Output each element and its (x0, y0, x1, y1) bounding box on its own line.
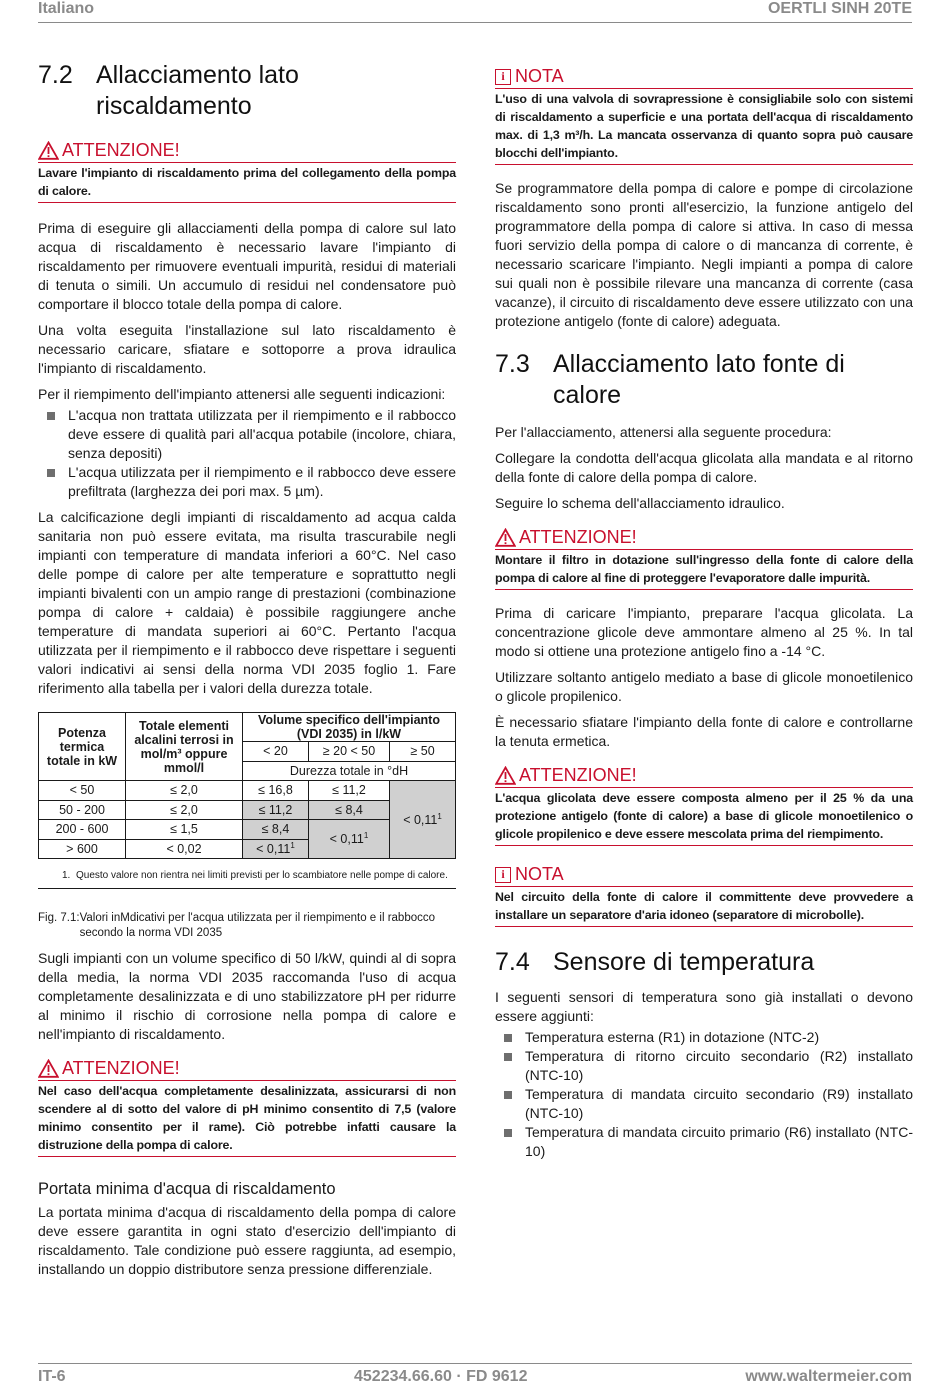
table-row (39, 781, 456, 801)
table-cell: 200 - 600 (39, 820, 126, 840)
table-cell: ≤ 11,2 (243, 800, 309, 820)
footnote-ref: 1 (290, 841, 295, 851)
note-notice (495, 66, 913, 165)
footer-page-number: IT-6 (38, 1368, 66, 1385)
table-cell: ≤ 16,8 (243, 781, 309, 801)
left-column (38, 60, 456, 1286)
paragraph: Prima di caricare l'impianto, preparare l'acqua glicolata. La concentrazione glicole deve ammontare almeno al 25 %. In tal modo si ottiene una protezione antigelo fino a -14 °C. (495, 605, 913, 659)
table-header-v1: < 20 (243, 742, 309, 762)
paragraph: Una volta eseguita l'installazione sul lato riscaldamento è necessario caricare, sfiatare e sottoporre a prova idraulica l'impianto di riscaldamento. (38, 322, 456, 376)
warning-triangle-icon (495, 528, 516, 547)
figure-caption (38, 911, 456, 941)
table-cell-merged-v2 (308, 820, 389, 859)
paragraph: Sugli impianti con un volume specifico di 50 l/kW, quindi al di sopra della media, la norma VDI 2035 raccomanda l'uso di acqua completamente desalinizzata e di uno stabilizzatore pH per ridurre al minimo il rischio di corrosione nella pompa di calore e nell'impianto di riscaldamento. (38, 950, 456, 1042)
section-title: Allacciamento lato riscaldamento (96, 61, 299, 120)
table-header-alkaline: Totale elementi alcalini terrosi in mol/m³ oppure mmol/l (126, 713, 243, 781)
section-title: Sensore di temperatura (553, 948, 815, 976)
section-number: 7.2 (38, 61, 73, 89)
table-header-volume: Volume specifico dell'impianto (VDI 2035) in l/kW (243, 713, 456, 742)
paragraph: Collegare la condotta dell'acqua glicolata alla mandata e al ritorno della fonte di calore della pompa di calore. (495, 450, 913, 485)
warning-text: Lavare l'impianto di riscaldamento prima del collegamento della pompa di calore. (38, 163, 456, 203)
table-cell: < 0,02 (126, 839, 243, 859)
info-icon: i (495, 69, 511, 85)
warning-text: L'acqua glicolata deve essere composta almeno per il 25 % da una protezione antigelo (fonte di calore) a base di glicole monoetilenico o glicole propilenico e deve essere mescolata prima del riempimento. (495, 788, 913, 846)
footnote-ref: 1 (363, 831, 369, 841)
page-header (38, 0, 912, 23)
table-cell: ≤ 1,5 (126, 820, 243, 840)
footer-website: www.waltermeier.com (745, 1368, 912, 1385)
footnote-number: 1. (62, 870, 71, 881)
note-notice (495, 864, 913, 927)
section-number: 7.3 (495, 350, 530, 378)
header-product: OERTLI SINH 20TE (767, 0, 912, 17)
note-title: NOTA (515, 864, 564, 884)
warning-title: ATTENZIONE! (519, 527, 637, 547)
warning-triangle-icon (495, 766, 516, 785)
warning-notice (495, 527, 913, 590)
list-item: Temperatura esterna (R1) in dotazione (NTC-2) (495, 1028, 913, 1047)
warning-triangle-icon (38, 141, 59, 160)
warning-title: ATTENZIONE! (62, 1058, 180, 1078)
warning-title: ATTENZIONE! (62, 140, 180, 160)
warning-notice (38, 1058, 456, 1157)
paragraph: La portata minima d'acqua di riscaldamento della pompa di calore deve essere garantita in ogni stato d'esercizio dell'impianto di riscaldamento. Tale condizione può essere raggiunta, ad esempio, installando un doppio distributore senza pressione differenziale. (38, 1204, 456, 1277)
warning-text: Nel caso dell'acqua completamente desalinizzata, assicurarsi di non scendere al di sotto del valore di pH minimo consentito di 7,5 (valore minimo consentito per il rame). Ciò potrebbe infatti causare la distruzione della pompa di calore. (38, 1081, 456, 1157)
table-cell: 50 - 200 (39, 800, 126, 820)
table-cell: > 600 (39, 839, 126, 859)
section-7-2-heading (38, 60, 456, 122)
warning-notice (495, 765, 913, 846)
table-cell: ≤ 8,4 (243, 820, 309, 840)
table-header-v3: ≥ 50 (390, 742, 456, 762)
paragraph: Prima di eseguire gli allacciamenti della pompa di calore sul lato acqua di riscaldamento è necessario lavare l'impianto di riscaldamento per rimuovere eventuali impurità, residui di materiali di tenuta o simili. Un accumulo di residui nel condensatore può comportare il blocco totale della pompa di calore. (38, 220, 456, 312)
note-text: Nel circuito della fonte di calore il committente deve provvedere a installare un separatore d'aria idoneo (separatore di microbolle). (495, 887, 913, 927)
cell-value: < 0,11 (329, 832, 364, 847)
subsection-title: Portata minima d'acqua di riscaldamento (38, 1180, 336, 1198)
table-cell-merged-v3 (390, 781, 456, 859)
paragraph: La calcificazione degli impianti di riscaldamento ad acqua calda sanitaria non può essere evitata, ma risulta trascurabile negli impianti con temperature di mandata inferiori a 60°C. Nel caso delle pompe di calore per alte temperature e soprattutto negli impianti bivalenti con un ampio range di prestazioni (combinazione pompa di calore + caldaia) è possibile raggiungere anche temperature di mandata superiori ai 60°C. Pertanto l'acqua utilizzata per il riempimento e il rabbocco deve rispettare i seguenti valori indicativi ai sensi della norma VDI 2035 foglio 1. Fare riferimento alla tabella per i valori della durezza totale. (38, 509, 456, 696)
bullet-list (495, 1028, 913, 1161)
section-title: Allacciamento lato fonte di calore (553, 350, 845, 409)
list-item: L'acqua non trattata utilizzata per il riempimento e il rabbocco deve essere di qualità pari all'acqua potabile (incolore, chiara, senza depositi) (38, 406, 456, 463)
table-cell: ≤ 2,0 (126, 781, 243, 801)
note-title: NOTA (515, 66, 564, 86)
footnote-text: Questo valore non rientra nei limiti previsti per lo scambiatore nelle pompe di calore. (76, 870, 448, 881)
table-header-hardness: Durezza totale in °dH (243, 761, 456, 781)
section-7-3-heading (495, 349, 913, 411)
paragraph: Seguire lo schema dell'allacciamento idraulico. (495, 495, 785, 511)
page-footer (38, 1363, 912, 1385)
section-number: 7.4 (495, 948, 530, 976)
cell-value: < 0,11 (403, 813, 438, 828)
table-cell: ≤ 2,0 (126, 800, 243, 820)
info-icon: i (495, 867, 511, 883)
list-item: Temperatura di mandata circuito secondario (R9) installato (NTC-10) (495, 1085, 913, 1123)
table-cell (243, 839, 309, 859)
warning-triangle-icon (38, 1059, 59, 1078)
section-7-4-heading (495, 947, 913, 978)
header-language: Italiano (38, 0, 95, 17)
table-cell: ≤ 11,2 (308, 781, 389, 801)
paragraph: I seguenti sensori di temperatura sono già installati o devono essere aggiunti: (495, 989, 913, 1024)
bullet-list (38, 406, 456, 501)
footer-document-id: 452234.66.60 · FD 9612 (354, 1368, 528, 1385)
warning-title: ATTENZIONE! (519, 765, 637, 785)
footnote-ref: 1 (437, 811, 442, 821)
paragraph: Per il riempimento dell'impianto attenersi alle seguenti indicazioni: (38, 386, 446, 402)
caption-number: Fig. 7.1: (38, 912, 80, 924)
warning-notice (38, 140, 456, 203)
cell-value: < 0,11 (256, 842, 291, 857)
paragraph: Per l'allacciamento, attenersi alla seguente procedura: (495, 424, 832, 440)
water-hardness-table (38, 712, 456, 859)
paragraph: Utilizzare soltanto antigelo mediato a base di glicole monoetilenico o glicole propilenico. (495, 669, 913, 704)
table-header-power: Potenza termica totale in kW (39, 713, 126, 781)
right-column (495, 66, 913, 1168)
paragraph: È necessario sfiatare l'impianto della fonte di calore e controllarne la tenuta ermetica. (495, 714, 913, 749)
caption-text: Valori inMdicativi per l'acqua utilizzata per il riempimento e il rabbocco secondo la norma VDI 2035 (79, 912, 436, 939)
list-item: Temperatura di mandata circuito primario (R6) installato (NTC-10) (495, 1123, 913, 1161)
paragraph: Se programmatore della pompa di calore e pompe di circolazione riscaldamento sono pronti all'esercizio, la funzione antigelo del programmatore della pompa di calore si attiva. In caso di messa fuori servizio della pompa di calore o di mancanza di corrente, è necessario scaricare l'impianto. Negli impianti a pompa di calore sui quali non è possibile rilevare una mancanza di corrente (casa vacanze), il circuito di riscaldamento deve essere utilizzato con una protezione antigelo (fonte di calore) adeguata. (495, 180, 913, 329)
table-footnote (38, 869, 456, 889)
list-item: L'acqua utilizzata per il riempimento e il rabbocco deve essere prefiltrata (larghezza dei pori max. 5 µm). (38, 463, 456, 501)
table-cell: < 50 (39, 781, 126, 801)
note-text: L'uso di una valvola di sovrapressione è consigliabile solo con sistemi di riscaldamento a superficie e una portata dell'acqua di riscaldamento max. di 1,3 m³/h. La mancata osservanza di quanto sopra può causare blocchi dell'impianto. (495, 89, 913, 165)
list-item: Temperatura di ritorno circuito secondario (R2) installato (NTC-10) (495, 1047, 913, 1085)
table-header-v2: ≥ 20 < 50 (308, 742, 389, 762)
table-cell: ≤ 8,4 (308, 800, 389, 820)
warning-text: Montare il filtro in dotazione sull'ingresso della fonte di calore della pompa di calore al fine di proteggere l'evaporatore dalle impurità. (495, 550, 913, 590)
